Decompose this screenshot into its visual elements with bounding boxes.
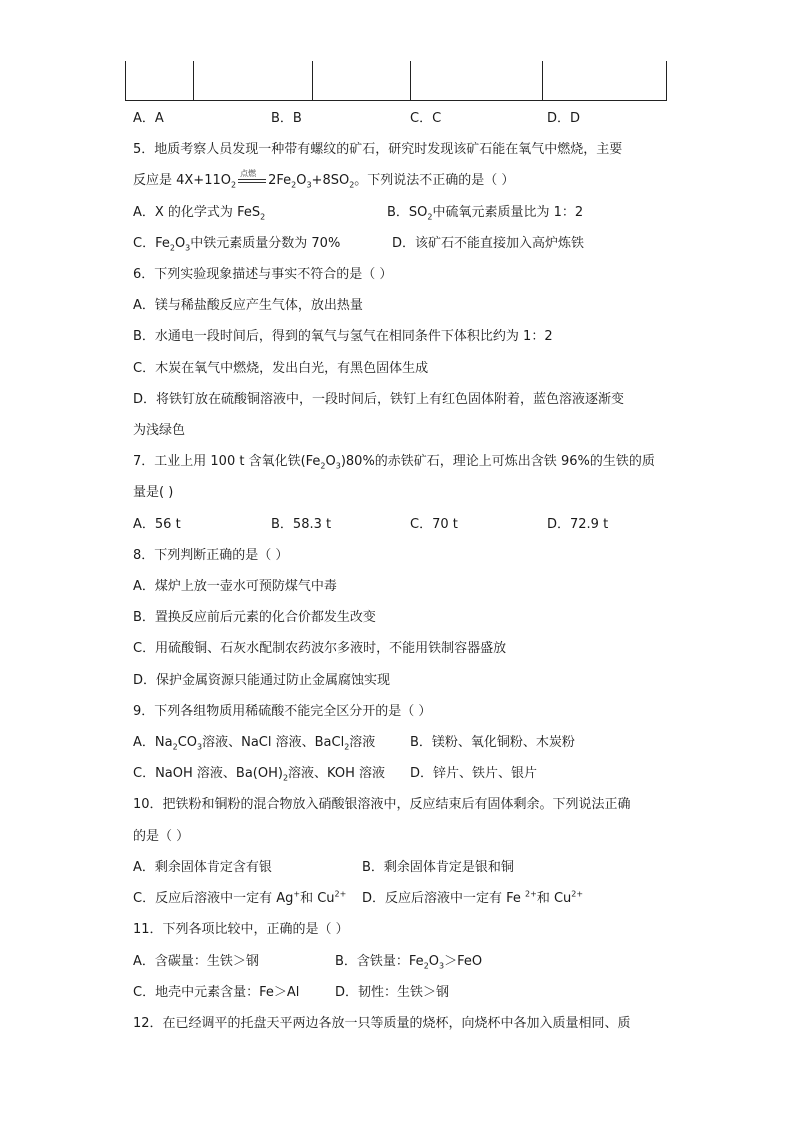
q5-option-b: B．$SO_2$中硫氧元素质量比为 1：2 bbox=[387, 205, 584, 222]
q5-option-d: D．该矿石不能直接加入高炉炼铁 bbox=[392, 236, 585, 251]
q9-stem: 9．下列各组物质用稀硫酸不能完全区分开的是（ ） bbox=[133, 704, 432, 719]
q9-option-a: A．$Na_2CO_3$溶液、NaCl 溶液、BaCl$_2$溶液 bbox=[133, 735, 376, 752]
table-option-a: A．A bbox=[133, 111, 164, 126]
q10-stem-line1: 10．把铁粉和铜粉的混合物放入硝酸银溶液中，反应结束后有固体剩余。下列说法正确 bbox=[133, 797, 631, 812]
q5-option-a: A．X 的化学式为 FeS$_2$ bbox=[133, 205, 266, 222]
q6-option-c: C．木炭在氧气中燃烧，发出白光，有黑色固体生成 bbox=[133, 361, 429, 376]
q11-option-c: C．地壳中元素含量：Fe＞Al bbox=[133, 985, 300, 1000]
q11-option-a: A．含碳量：生铁＞钢 bbox=[133, 954, 259, 969]
q8-option-d: D．保护金属资源只能通过防止金属腐蚀实现 bbox=[133, 673, 391, 688]
q8-stem: 8．下列判断正确的是（ ） bbox=[133, 548, 289, 563]
table-divider bbox=[312, 61, 313, 101]
q7-option-d: D．72.9 t bbox=[547, 517, 609, 532]
q9-option-b: B．镁粉、氧化铜粉、木炭粉 bbox=[410, 735, 575, 750]
q7-stem-line1: 7．工业上用 100 t 含氧化铁$(Fe_2O_3)80\%$的赤铁矿石，理论上可炼出含铁 96%的生铁的质 bbox=[133, 454, 655, 471]
q5-stem-line2: 反应是 $4X+11O_2$ 点燃 $2Fe_2O_3+8SO_2$。下列说法不正确的是（ ） bbox=[133, 169, 515, 190]
q7-stem-line2: 量是( ) bbox=[133, 485, 174, 500]
q6-option-d-line2: 为浅绿色 bbox=[133, 423, 186, 438]
q7-option-b: B．58.3 t bbox=[271, 517, 332, 532]
q11-option-d: D．韧性：生铁＞钢 bbox=[335, 985, 450, 1000]
q10-option-d: D．反应后溶液中一定有 Fe $^{2+}$和 $Cu^{2+}$ bbox=[362, 889, 584, 906]
table-option-d: D．D bbox=[547, 111, 581, 126]
q11-stem: 11．下列各项比较中，正确的是（ ） bbox=[133, 922, 349, 937]
q6-option-b: B．水通电一段时间后，得到的氧气与氢气在相同条件下体积比约为 1：2 bbox=[133, 329, 553, 344]
q10-option-a: A．剩余固体肯定含有银 bbox=[133, 860, 272, 875]
q10-option-b: B．剩余固体肯定是银和铜 bbox=[362, 860, 514, 875]
q8-option-b: B．置换反应前后元素的化合价都发生改变 bbox=[133, 610, 376, 625]
q6-stem: 6．下列实验现象描述与事实不符合的是（ ） bbox=[133, 267, 393, 282]
table-divider bbox=[193, 61, 194, 101]
table-divider bbox=[542, 61, 543, 101]
table-option-b: B．B bbox=[271, 111, 302, 126]
q10-option-c: C．反应后溶液中一定有 Ag+和 $Cu^{2+}$ bbox=[133, 889, 347, 906]
q7-option-c: C．70 t bbox=[410, 517, 458, 532]
q6-option-a: A．镁与稀盐酸反应产生气体，放出热量 bbox=[133, 298, 363, 313]
q12-stem-line1: 12．在已经调平的托盘天平两边各放一只等质量的烧杯，向烧杯中各加入质量相同、质 bbox=[133, 1016, 631, 1031]
q8-option-a: A．煤炉上放一壶水可预防煤气中毒 bbox=[133, 579, 337, 594]
table-option-c: C．C bbox=[410, 111, 442, 126]
q10-stem-line2: 的是（ ） bbox=[133, 829, 190, 844]
q7-option-a: A．56 t bbox=[133, 517, 181, 532]
q9-option-c: C．NaOH 溶液、$Ba(OH)_2$溶液、KOH 溶液 bbox=[133, 766, 386, 783]
reaction-condition: 点燃 bbox=[238, 172, 266, 190]
q5-option-c: C．$Fe_2O_3$中铁元素质量分数为 70% bbox=[133, 236, 341, 253]
q6-option-d-line1: D．将铁钉放在硫酸铜溶液中，一段时间后，铁钉上有红色固体附着，蓝色溶液逐渐变 bbox=[133, 392, 625, 407]
table-divider bbox=[410, 61, 411, 101]
answer-table bbox=[125, 61, 667, 101]
q8-option-c: C．用硫酸铜、石灰水配制农药波尔多液时，不能用铁制容器盛放 bbox=[133, 641, 507, 656]
q11-option-b: B．含铁量：$Fe_2O_3>FeO$ bbox=[335, 954, 483, 971]
q9-option-d: D．锌片、铁片、银片 bbox=[410, 766, 538, 781]
q5-stem-line1: 5．地质考察人员发现一种带有螺纹的矿石，研究时发现该矿石能在氧气中燃烧，主要 bbox=[133, 142, 623, 157]
